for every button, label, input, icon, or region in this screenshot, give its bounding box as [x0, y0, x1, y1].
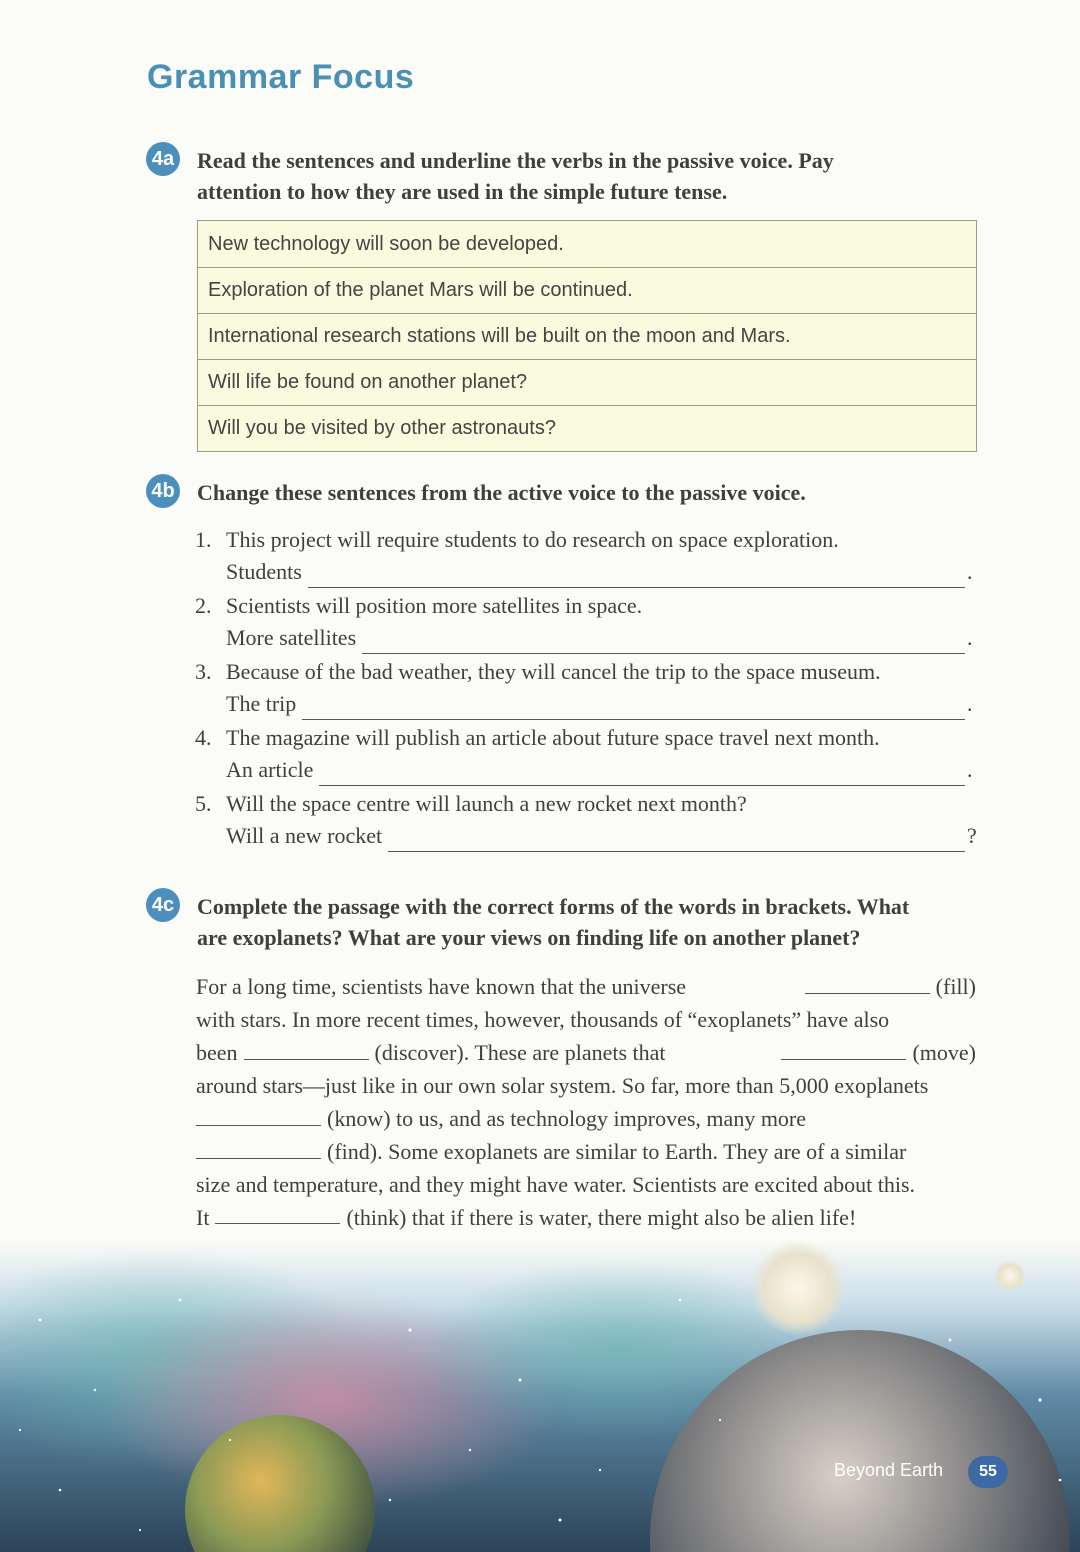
passage-text: (move): [912, 1040, 976, 1065]
passage-blank[interactable]: [244, 1037, 369, 1060]
question-number: 2.: [195, 593, 212, 618]
question-number: 1.: [195, 527, 212, 552]
answer-line[interactable]: [226, 688, 977, 720]
passage-text: size and temperature, and they might have water. Scientists are excited about this.: [196, 1172, 916, 1197]
question-text: Scientists will position more satellites in space.: [226, 593, 643, 618]
sentence-row: Will you be visited by other astronauts?: [198, 405, 976, 451]
passage-text: It: [196, 1205, 210, 1230]
passage-text: (fill): [935, 974, 976, 999]
passage-blank[interactable]: [215, 1201, 340, 1224]
passage-text: been: [196, 1040, 238, 1065]
passage-line: [196, 1135, 976, 1168]
sentence-row: Exploration of the planet Mars will be continued.: [198, 267, 976, 313]
answer-line[interactable]: [226, 622, 977, 654]
answer-line[interactable]: [226, 754, 977, 786]
answer-blank[interactable]: [388, 829, 965, 852]
answer-end-punct: .: [967, 559, 973, 584]
passage-line: [196, 970, 976, 1003]
exercise-badge-4b: 4b: [146, 474, 180, 508]
passage-blank[interactable]: [196, 1103, 321, 1126]
passage-line: [196, 1069, 976, 1102]
page-number: 55: [968, 1456, 1008, 1488]
exercise-badge-4c: 4c: [146, 888, 180, 922]
passage-line: [196, 1102, 976, 1135]
answer-lead: Students: [226, 559, 302, 584]
space-illustration: [0, 1240, 1080, 1552]
question-number: 4.: [195, 725, 212, 750]
question-text: Because of the bad weather, they will cancel the trip to the space museum.: [226, 659, 881, 684]
question-number: 3.: [195, 659, 212, 684]
passage-segment: [799, 970, 976, 1003]
answer-blank[interactable]: [308, 565, 965, 588]
instruction-4c-line2: are exoplanets? What are your views on finding life on another planet?: [197, 925, 861, 950]
passage-line: [196, 1168, 976, 1201]
passage-segment: [196, 1135, 906, 1168]
answer-end-punct: ?: [967, 823, 977, 848]
page-title: Grammar Focus: [147, 58, 415, 96]
sentence-row: New technology will soon be developed.: [208, 232, 564, 255]
passage-line: [196, 1003, 976, 1036]
exercise-badge-4a: 4a: [146, 142, 180, 176]
sentence-row: Will life be found on another planet?: [198, 359, 976, 405]
question-text: The magazine will publish an article about future space travel next month.: [226, 725, 880, 750]
answer-lead: More satellites: [226, 625, 357, 650]
answer-line[interactable]: [226, 820, 977, 852]
passage: [196, 970, 976, 1234]
passage-blank[interactable]: [196, 1136, 321, 1159]
answer-end-punct: .: [967, 757, 973, 782]
instruction-4b: Change these sentences from the active voice to the passive voice.: [197, 480, 806, 505]
passage-line: [196, 1036, 976, 1069]
passage-text: (discover). These are planets that: [374, 1040, 666, 1065]
passage-text: For a long time, scientists have known that the universe: [196, 974, 687, 999]
answer-end-punct: .: [967, 691, 973, 716]
passage-text: (know) to us, and as technology improves, many more: [327, 1106, 807, 1131]
passage-text: around stars—just like in our own solar system. So far, more than 5,000 exoplanets: [196, 1073, 929, 1098]
answer-lead: An article: [226, 757, 314, 782]
answer-line[interactable]: [226, 556, 977, 588]
answer-lead: The trip: [226, 691, 297, 716]
passage-segment: [196, 1036, 666, 1069]
passage-segment: [196, 1102, 806, 1135]
question-number: 5.: [195, 791, 212, 816]
small-moon: [994, 1260, 1026, 1292]
instruction-4a-line2: attention to how they are used in the simple future tense.: [197, 179, 728, 204]
answer-blank[interactable]: [302, 697, 965, 720]
question-text: Will the space centre will launch a new rocket next month?: [226, 791, 747, 816]
passage-text: (think) that if there is water, there might also be alien life!: [346, 1205, 857, 1230]
instruction-4c-line1: Complete the passage with the correct forms of the words in brackets. What: [197, 894, 910, 919]
passage-text: (find). Some exoplanets are similar to Earth. They are of a similar: [327, 1139, 907, 1164]
moon: [750, 1240, 846, 1336]
passage-blank[interactable]: [781, 1037, 906, 1060]
answer-lead: Will a new rocket: [226, 823, 383, 848]
sentence-table: [197, 220, 977, 452]
passage-blank[interactable]: [805, 971, 930, 994]
instruction-4a: [197, 145, 977, 207]
answer-end-punct: .: [967, 625, 973, 650]
footer-unit-title: Beyond Earth: [834, 1460, 944, 1480]
answer-blank[interactable]: [362, 631, 965, 654]
instruction-4c: [197, 891, 977, 953]
instruction-4a-line1: Read the sentences and underline the verbs in the passive voice. Pay: [197, 148, 834, 173]
answer-blank[interactable]: [319, 763, 965, 786]
sentence-row: International research stations will be built on the moon and Mars.: [198, 313, 976, 359]
passage-line: [196, 1201, 976, 1234]
passage-text: with stars. In more recent times, however, thousands of “exoplanets” have also: [196, 1007, 890, 1032]
question-text: This project will require students to do research on space exploration.: [226, 527, 839, 552]
passage-segment: [775, 1036, 976, 1069]
